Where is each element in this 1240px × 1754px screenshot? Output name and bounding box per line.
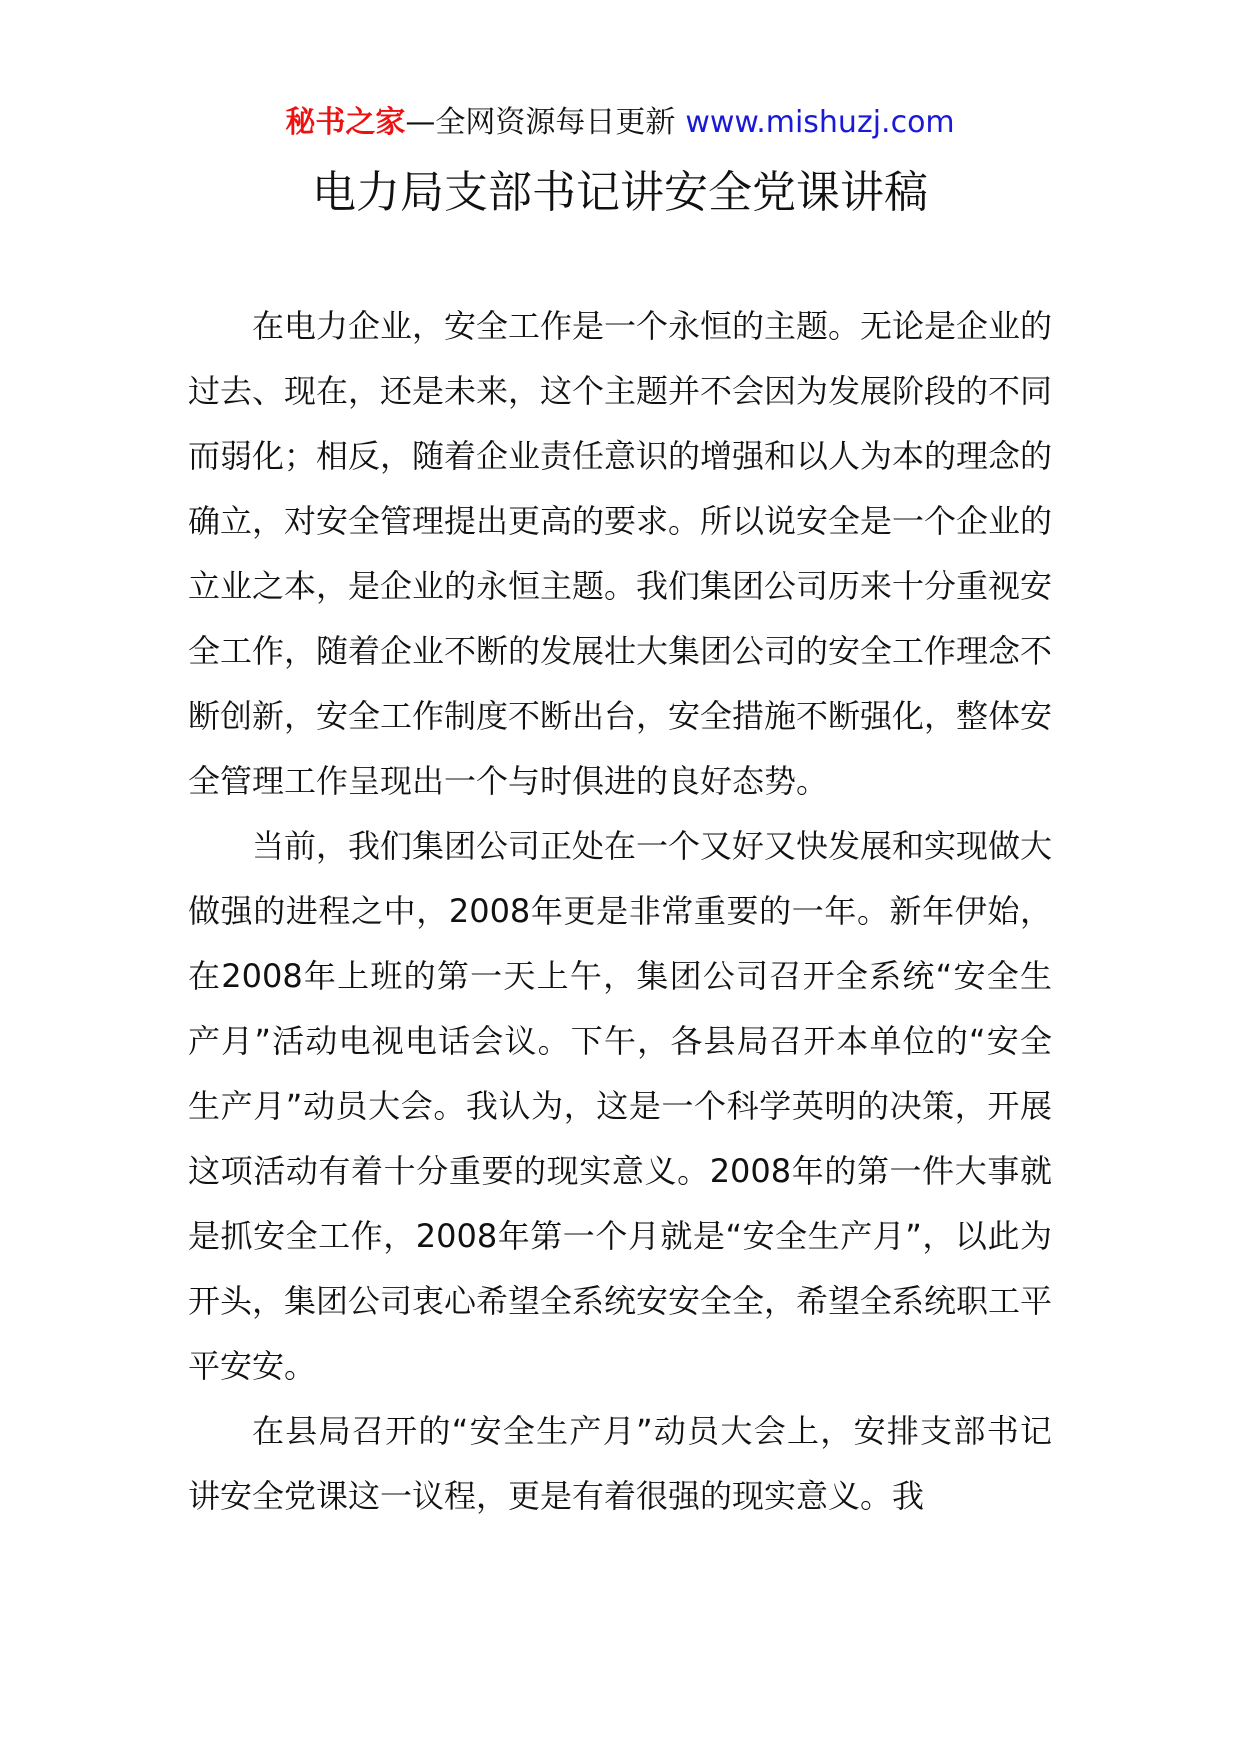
header-tagline: —全网资源每日更新: [405, 105, 676, 140]
document-title: 电力局支部书记讲安全党课讲稿: [312, 167, 928, 218]
paragraph: 当前，我们集团公司正处在一个又好又快发展和实现做大做强的进程之中，2008年更是非常重要的一年。新年伊始，在2008年上班的第一天上午，集团公司召开全系统“安全生产月”活动电视电话会议。下午，各县局召开本单位的“安全生产月”动员大会。我认为，这是一个科学英明的决策，开展这项活动有着十分重要的现实意义。2008年的第一件大事就是抓安全工作，2008年第一个月就是“安全生产月”，以此为开头，集团公司衷心希望全系统安安全全，希望全系统职工平平安安。: [188, 827, 1053, 1385]
paragraph: 在电力企业，安全工作是一个永恒的主题。无论是企业的过去、现在，还是未来，这个主题并不会因为发展阶段的不同而弱化；相反，随着企业责任意识的增强和以人为本的理念的确立，对安全管理提出更高的要求。所以说安全是一个企业的立业之本，是企业的永恒主题。我们集团公司历来十分重视安全工作，随着企业不断的发展壮大集团公司的安全工作理念不断创新，安全工作制度不断出台，安全措施不断强化，整体安全管理工作呈现出一个与时俱进的良好态势。: [188, 307, 1053, 800]
site-header: [0, 103, 1240, 143]
document-body: [188, 294, 1052, 1529]
site-url-link[interactable]: www.mishuzj.com: [685, 105, 955, 140]
paragraph: 在县局召开的“安全生产月”动员大会上，安排支部书记讲安全党课这一议程，更是有着很强的现实意义。我: [188, 1412, 1052, 1515]
brand-name: 秘书之家: [285, 105, 406, 140]
